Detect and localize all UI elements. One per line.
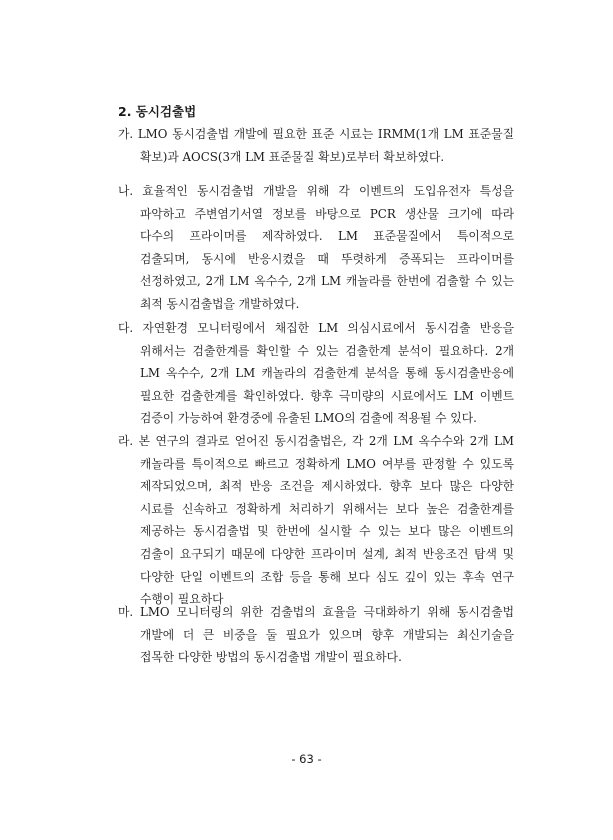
- list-item-na: [118, 180, 514, 316]
- list-item-ma: [118, 601, 514, 669]
- paragraph-line: 검증이 가능하여 환경중에 유출된 LMO의 검출에 적용될 수 있다.: [140, 411, 477, 426]
- list-item-da: [118, 317, 514, 430]
- paragraph-line: 시료를 신속하고 정확하게 처리하기 위해서는 보다 높은 검출한계를: [140, 501, 514, 516]
- list-item-ga: [118, 123, 514, 168]
- paragraph-line: 나. 효율적인 동시검출법 개발을 위해 각 이벤트의 도입유전자 특성을: [118, 184, 514, 198]
- paragraph-line: 다수의 프라이머를 제작하였다. LM 표준물질에서 특이적으로: [140, 229, 514, 244]
- paragraph-line: 제공하는 동시검출법 및 한번에 실시할 수 있는 보다 많은 이벤트의: [140, 524, 514, 539]
- paragraph-line: 확보)과 AOCS(3개 LM 표준물질 확보)로부터 확보하였다.: [140, 149, 445, 164]
- paragraph-line: 수행이 필요하다: [140, 592, 224, 607]
- paragraph-line: 최적 동시검출법을 개발하였다.: [140, 296, 300, 311]
- paragraph-line: 파악하고 주변염기서열 정보를 바탕으로 PCR 생산물 크기에 따라: [140, 206, 514, 221]
- paragraph-line: 개발에 더 큰 비중을 둘 필요가 있으며 향후 개발되는 최신기술을: [140, 627, 514, 642]
- paragraph-line: LM 옥수수, 2개 LM 캐놀라의 검출한계 분석을 통해 동시검출반응에: [140, 366, 514, 381]
- list-item-ra: [118, 430, 514, 611]
- section-heading: 2. 동시검출법: [118, 104, 197, 119]
- paragraph-line: 위해서는 검출한계를 확인할 수 있는 검출한계 분석이 필요하다. 2개: [140, 343, 514, 358]
- paragraph-line: 다. 자연환경 모니터링에서 채집한 LM 의심시료에서 동시검출 반응을: [118, 321, 514, 335]
- paragraph-line: 가. LMO 동시검출법 개발에 필요한 표준 시료는 IRMM(1개 LM 표준물질: [118, 127, 514, 141]
- paragraph-line: 필요한 검출한계를 확인하였다. 향후 극미량의 시료에서도 LM 이벤트: [140, 388, 514, 403]
- paragraph-line: 검출이 요구되기 때문에 다양한 프라이머 설계, 최적 반응조건 탐색 및: [140, 546, 514, 561]
- paragraph-line: 다양한 단일 이벤트의 조합 등을 통해 보다 심도 깊이 있는 후속 연구: [140, 569, 514, 584]
- paragraph-line: 캐놀라를 특이적으로 빠르고 정확하게 LMO 여부를 판정할 수 있도록: [140, 456, 514, 471]
- paragraph-line: 선정하였고, 2개 LM 옥수수, 2개 LM 캐놀라를 한번에 검출할 수 있는: [140, 274, 514, 289]
- paragraph-line: 마. LMO 모니터링의 위한 검출법의 효율을 극대화하기 위해 동시검출법: [118, 605, 514, 619]
- paragraph-line: 접목한 다양한 방법의 동시검출법 개발이 필요하다.: [140, 650, 402, 665]
- paragraph-line: 제작되었으며, 최적 반응 조건을 제시하였다. 향후 보다 많은 다양한: [140, 479, 514, 494]
- paragraph-line: 라. 본 연구의 결과로 얻어진 동시검출법은, 각 2개 LM 옥수수와 2개 LM: [118, 434, 514, 448]
- paragraph-line: 검출되며, 동시에 반응시켰을 때 뚜렷하게 증폭되는 프라이머를: [140, 251, 514, 266]
- page-number: - 63 -: [291, 752, 322, 766]
